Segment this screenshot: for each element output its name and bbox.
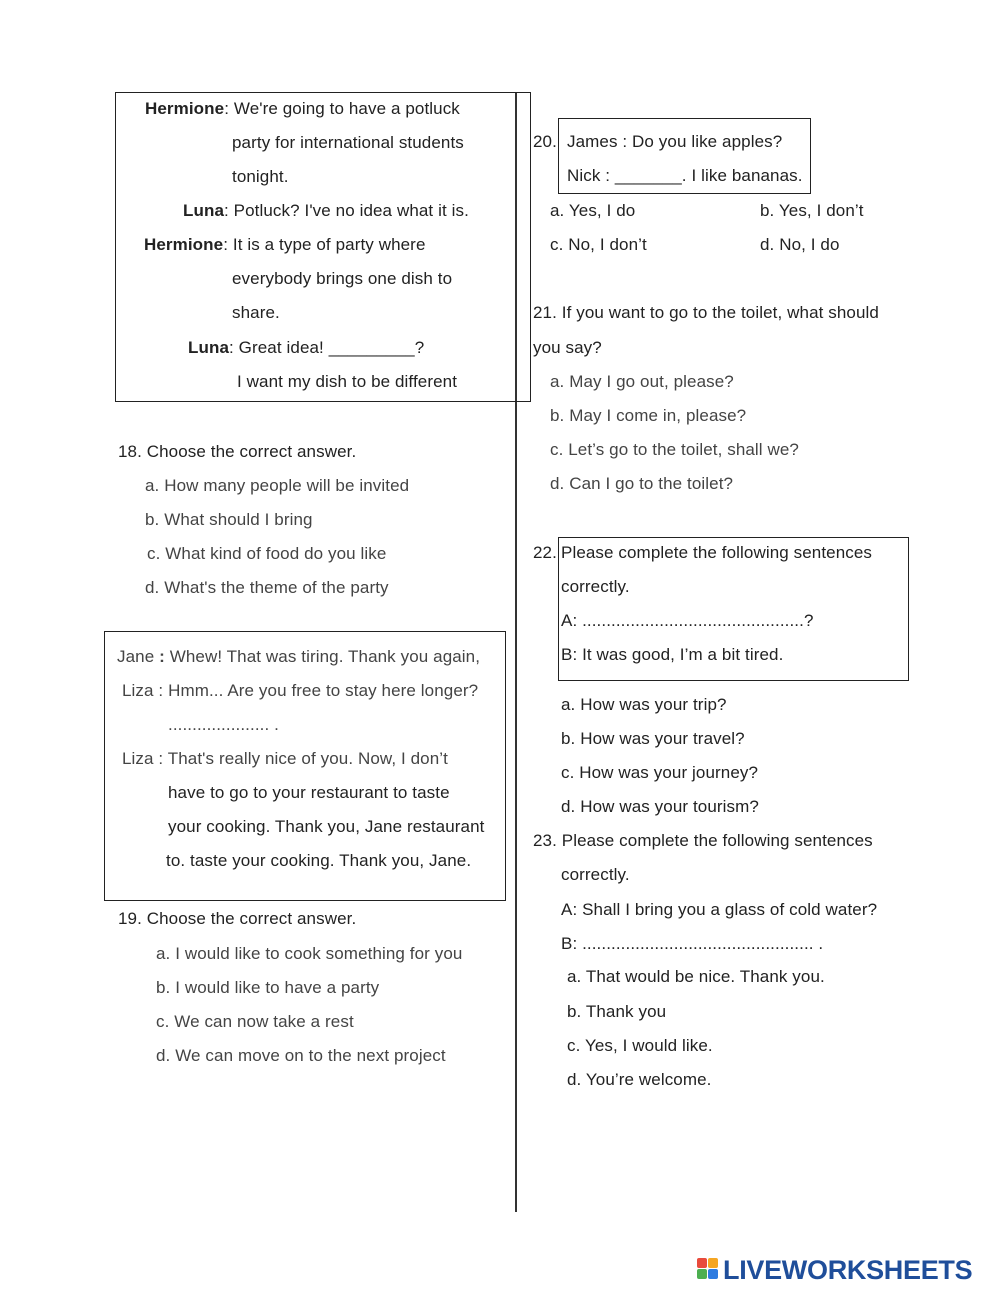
q20-option-b[interactable]: b. Yes, I don’t — [760, 201, 864, 220]
q19-option-a[interactable]: a. I would like to cook something for you — [156, 944, 463, 963]
q23-stem: 23. Please complete the following sentences — [533, 831, 873, 850]
dialogue1-line-6: everybody brings one dish to — [232, 269, 453, 288]
liveworksheets-logo-text: LIVEWORKSHEETS — [723, 1255, 973, 1285]
dialogue1-line-3: tonight. — [232, 167, 289, 186]
dialogue2-line-4: Liza : That's really nice of you. Now, I don’t — [122, 749, 448, 768]
q22-option-b[interactable]: b. How was your travel? — [561, 729, 745, 748]
q19-option-d[interactable]: d. We can move on to the next project — [156, 1046, 446, 1065]
q23-option-c[interactable]: c. Yes, I would like. — [567, 1036, 713, 1055]
dialogue2-line-3: ..................... . — [168, 715, 279, 734]
q20-line-1: James : Do you like apples? — [567, 132, 783, 151]
q22-option-a[interactable]: a. How was your trip? — [561, 695, 727, 714]
q22-line-4: B: It was good, I’m a bit tired. — [561, 645, 784, 664]
liveworksheets-logo-icon — [697, 1258, 719, 1282]
dialogue2-line-7: to. taste your cooking. Thank you, Jane. — [166, 851, 472, 870]
q22-line-3: A: ..............................................? — [561, 611, 814, 630]
dialogue1-line-5: Hermione: It is a type of party where — [144, 235, 426, 254]
q20-line-2: Nick : _______. I like bananas. — [567, 166, 803, 185]
q18-stem: 18. Choose the correct answer. — [118, 442, 357, 461]
q23-option-a[interactable]: a. That would be nice. Thank you. — [567, 967, 825, 986]
q23-option-b[interactable]: b. Thank you — [567, 1002, 667, 1021]
q18-option-a[interactable]: a. How many people will be invited — [145, 476, 410, 495]
q23-option-d[interactable]: d. You’re welcome. — [567, 1070, 712, 1089]
q19-option-b[interactable]: b. I would like to have a party — [156, 978, 380, 997]
dialogue1-line-8: Luna: Great idea! _________? — [188, 338, 425, 357]
dialogue1-line-7: share. — [232, 303, 280, 322]
q23-line-3: B: ................................................ . — [561, 934, 824, 953]
dialogue2-line-6: your cooking. Thank you, Jane restaurant — [168, 817, 485, 836]
q18-option-b[interactable]: b. What should I bring — [145, 510, 313, 529]
q20-option-a[interactable]: a. Yes, I do — [550, 201, 636, 220]
q19-stem: 19. Choose the correct answer. — [118, 909, 357, 928]
q21-option-a[interactable]: a. May I go out, please? — [550, 372, 734, 391]
dialogue1-line-4: Luna: Potluck? I've no idea what it is. — [183, 201, 469, 220]
q21-option-c[interactable]: c. Let’s go to the toilet, shall we? — [550, 440, 799, 459]
q22-number: 22. — [533, 543, 557, 562]
q21-stem-2: you say? — [533, 338, 602, 357]
dialogue2-line-1: Jane : Whew! That was tiring. Thank you again, — [117, 647, 481, 666]
q21-option-d[interactable]: d. Can I go to the toilet? — [550, 474, 734, 493]
q22-line-2: correctly. — [561, 577, 630, 596]
liveworksheets-logo — [697, 1255, 997, 1285]
dialogue2-line-2: Liza : Hmm... Are you free to stay here longer? — [122, 681, 479, 700]
q21-option-b[interactable]: b. May I come in, please? — [550, 406, 747, 425]
q18-option-d[interactable]: d. What's the theme of the party — [145, 578, 389, 597]
q20-option-d[interactable]: d. No, I do — [760, 235, 840, 254]
q23-line-2: A: Shall I bring you a glass of cold water? — [561, 900, 878, 919]
dialogue1-line-2: party for international students — [232, 133, 464, 152]
q20-option-c[interactable]: c. No, I don’t — [550, 235, 647, 254]
dialogue1-line-1: Hermione: We're going to have a potluck — [145, 99, 460, 118]
dialogue1-line-9: I want my dish to be different — [237, 372, 458, 391]
q20-number: 20. — [533, 132, 557, 151]
q22-option-c[interactable]: c. How was your journey? — [561, 763, 759, 782]
q23-line-1: correctly. — [561, 865, 630, 884]
dialogue2-line-5: have to go to your restaurant to taste — [168, 783, 450, 802]
q18-option-c[interactable]: c. What kind of food do you like — [147, 544, 387, 563]
q21-stem-1: 21. If you want to go to the toilet, what should — [533, 303, 879, 322]
q22-line-1: Please complete the following sentences — [561, 543, 873, 562]
q22-option-d[interactable]: d. How was your tourism? — [561, 797, 759, 816]
q19-option-c[interactable]: c. We can now take a rest — [156, 1012, 354, 1031]
